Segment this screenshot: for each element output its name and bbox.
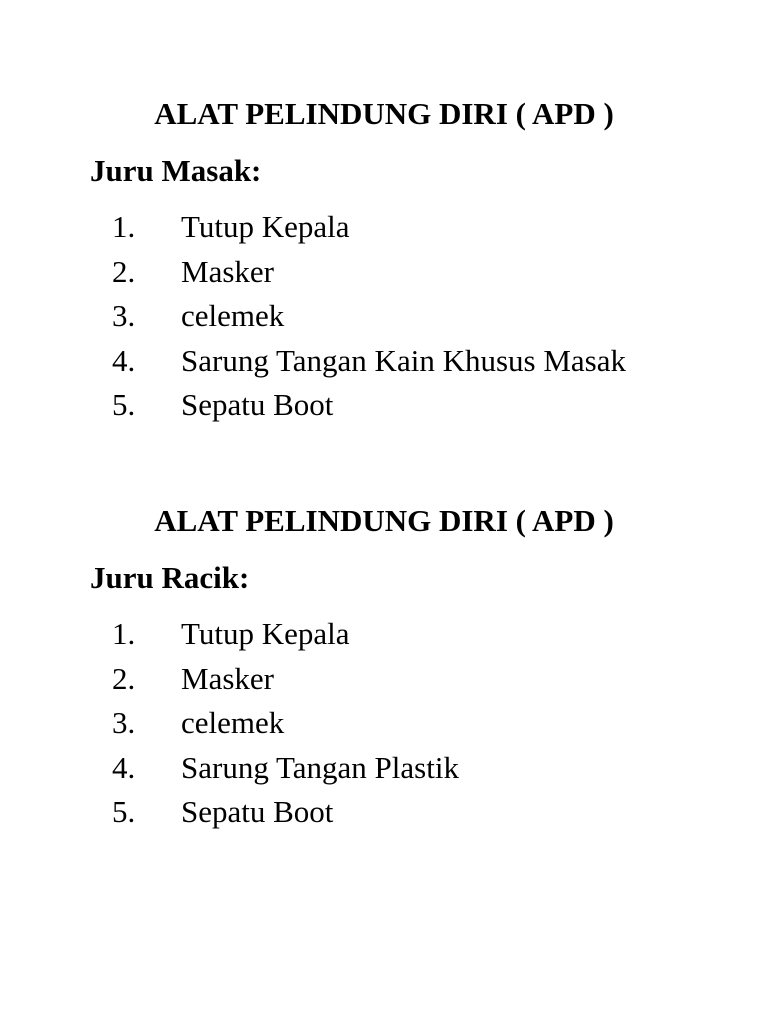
section-title: ALAT PELINDUNG DIRI ( APD ) (154, 503, 614, 538)
list-item-number: 3. (112, 705, 136, 740)
list-item (0, 746, 768, 791)
list-item-number: 3. (112, 298, 136, 333)
list-item-text: Sepatu Boot (181, 794, 334, 829)
list-item-text: Tutup Kepala (181, 616, 350, 651)
list-item-text: Masker (181, 253, 274, 289)
list-item (0, 205, 768, 250)
list-item-number: 2. (112, 660, 136, 696)
list-item-number: 4. (112, 749, 136, 785)
list-item (0, 294, 768, 339)
section-subtitle: Juru Masak: (90, 153, 262, 188)
list-item (0, 701, 768, 746)
section-subtitle: Juru Racik: (90, 560, 250, 595)
list-item (0, 339, 768, 384)
list-item-number: 1. (112, 209, 136, 244)
list-item-text: Sarung Tangan Kain Khusus Masak (181, 342, 626, 378)
list-item (0, 250, 768, 295)
list-item-number: 1. (112, 616, 136, 651)
list-item-text: Sepatu Boot (181, 387, 334, 422)
list-item-text: celemek (181, 705, 285, 740)
list-item-number: 2. (112, 253, 136, 289)
list-item-text: celemek (181, 298, 285, 333)
list-item (0, 612, 768, 657)
apd-list (0, 612, 768, 835)
list-item (0, 790, 768, 835)
apd-section-juru-masak (0, 94, 768, 428)
list-item-number: 5. (112, 794, 136, 829)
list-item-text: Tutup Kepala (181, 209, 350, 244)
section-title: ALAT PELINDUNG DIRI ( APD ) (154, 96, 614, 131)
list-item-text: Sarung Tangan Plastik (181, 749, 459, 785)
list-item (0, 657, 768, 702)
list-item-number: 5. (112, 387, 136, 422)
apd-section-juru-racik (0, 501, 768, 835)
apd-list (0, 205, 768, 428)
list-item-number: 4. (112, 342, 136, 378)
list-item-text: Masker (181, 660, 274, 696)
list-item (0, 383, 768, 428)
